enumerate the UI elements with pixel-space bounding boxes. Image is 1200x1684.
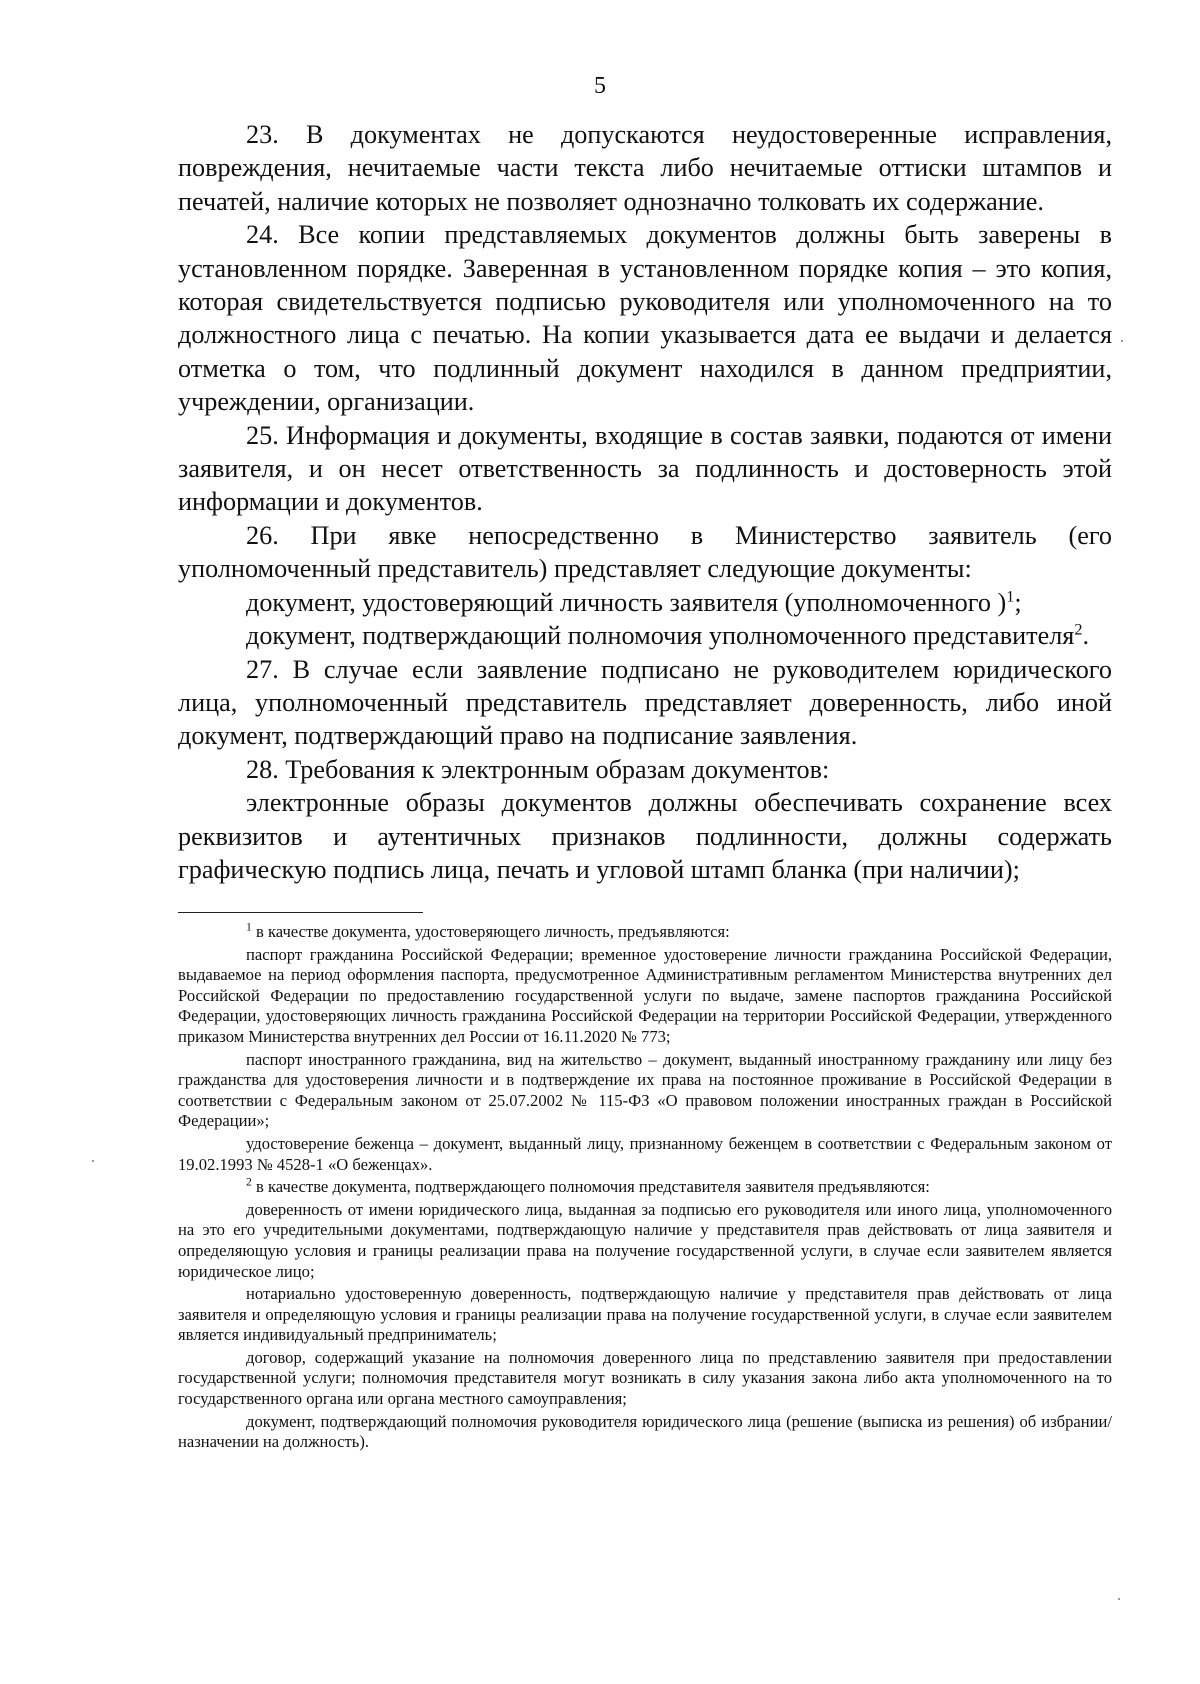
footnote-1-intro (178, 922, 1112, 943)
scan-speck (92, 1160, 94, 1162)
page-number: 5 (594, 73, 606, 99)
document-item-authority-end: . (1082, 621, 1090, 651)
footnote-2-item: нотариально удостоверенную доверенность, подтверждающую наличие у представителя прав действовать от лица заявителя и определяющую условия и границы реализации права на получение государственной услуги, в случае если заявителем является индивидуальный предприниматель; (178, 1284, 1112, 1345)
footnote-2-item: договор, содержащий указание на полномочия доверенного лица по представлению заявителя при предоставлении государственной услуги; полномочия представителя могут возникать в силу указания закона либо акта уполномоченного на то государственного органа или органа местного самоуправления; (178, 1347, 1112, 1409)
footnotes (178, 922, 1112, 1455)
paragraph-28: 28. Требования к электронным образам документов: (246, 754, 830, 784)
paragraph-26: 26. При явке непосредственно в Министерство заявитель (его уполномоченный представитель) представляет следующие документы: (178, 520, 1112, 584)
footnote-2-intro-text: в качестве документа, подтверждающего полномочия представителя заявителя предъявляются: (251, 1177, 930, 1197)
footnote-1-item: паспорт иностранного гражданина, вид на жительство – документ, выданный иностранному гражданину или лицу без гражданства для удостоверения личности и в подтверждение их права на постоянное проживание в Российской Федерации в соответствии с Федеральным законом от 25.07.2002 № 115-ФЗ «О правовом положении иностранных граждан в Российской Федерации»; (178, 1049, 1112, 1131)
main-text (178, 118, 1112, 886)
footnote-separator (178, 912, 423, 913)
footnote-1-item: удостоверение беженца – документ, выданный лицу, признанному беженцем в соответствии с Федеральным законом от 19.02.1993 № 4528-1 «О беженцах». (178, 1133, 1112, 1174)
document-item-authority (178, 619, 1112, 652)
footnote-ref-2: 2 (1074, 620, 1083, 639)
paragraph-28-requirement: электронные образы документов должны обеспечивать сохранение всех реквизитов и аутентичных признаков подлинности, должны содержать графическую подпись лица, печать и угловой штамп бланка (при наличии); (178, 788, 1112, 884)
footnote-1-intro-text: в качестве документа, удостоверяющего личность, предъявляются: (251, 922, 730, 941)
paragraph-23: 23. В документах не допускаются неудостоверенные исправления, повреждения, нечитаемые части текста либо нечитаемые оттиски штампов и печатей, наличие которых не позволяет однозначно толковать их содержание. (178, 120, 1112, 216)
footnote-2-item: документ, подтверждающий полномочия руководителя юридического лица (решение (выписка из решения) об избрании/назначении на должность). (178, 1411, 1112, 1452)
footnote-2-item: доверенность от имени юридического лица, выданная за подписью его руководителя или иного лица, уполномоченного на это его учредительными документами, подтверждающую наличие у представителя прав действовать от лица заявителя и определяющую условия и границы реализации права на получение государственной услуги, в случае если заявителем является юридическое лицо; (178, 1199, 1112, 1281)
document-item-authority-text: документ, подтверждающий полномочия уполномоченного представителя (246, 621, 1075, 651)
footnote-1-item: паспорт гражданина Российской Федерации; временное удостоверение личности гражданина Российской Федерации, выдаваемое на период оформления паспорта, предусмотренное Административным регламентом Министерства внутренних дел Российской Федерации по предоставлению государственной услуги по выдаче, замене паспортов гражданина Российской Федерации, удостоверяющих личность гражданина Российской Федерации на территории Российской Федерации, утвержденного приказом Министерства внутренних дел России от 16.11.2020 № 773; (178, 944, 1112, 1046)
scan-speck (1118, 1598, 1120, 1600)
footnote-1-mark: 1 (246, 920, 252, 934)
footnote-ref-1: 1 (1006, 586, 1015, 605)
footnote-2-mark: 2 (246, 1175, 252, 1189)
paragraph-25: 25. Информация и документы, входящие в состав заявки, подаются от имени заявителя, и он несет ответственность за подлинность и достоверность этой информации и документов. (178, 420, 1112, 517)
document-item-identity-end: ; (1014, 587, 1022, 617)
scan-speck (1121, 340, 1123, 342)
document-item-identity-text: документ, удостоверяющий личность заявителя (уполномоченного ) (246, 587, 1007, 617)
paragraph-27: 27. В случае если заявление подписано не руководителем юридического лица, уполномоченный представитель представляет доверенность, либо иной документ, подтверждающий право на подписание заявления. (178, 654, 1112, 751)
footnote-2-intro (178, 1177, 1112, 1198)
paragraph-24: 24. Все копии представляемых документов должны быть заверены в установленном порядке. Заверенная в установленном порядке копия – это копия, которая свидетельствуется подписью руководителя или уполномоченного на то должностного лица с печатью. На копии указывается дата ее выдачи и делается отметка о том, что подлинный документ находился в данном предприятии, учреждении, организации. (178, 220, 1112, 417)
document-item-identity (178, 586, 1112, 619)
